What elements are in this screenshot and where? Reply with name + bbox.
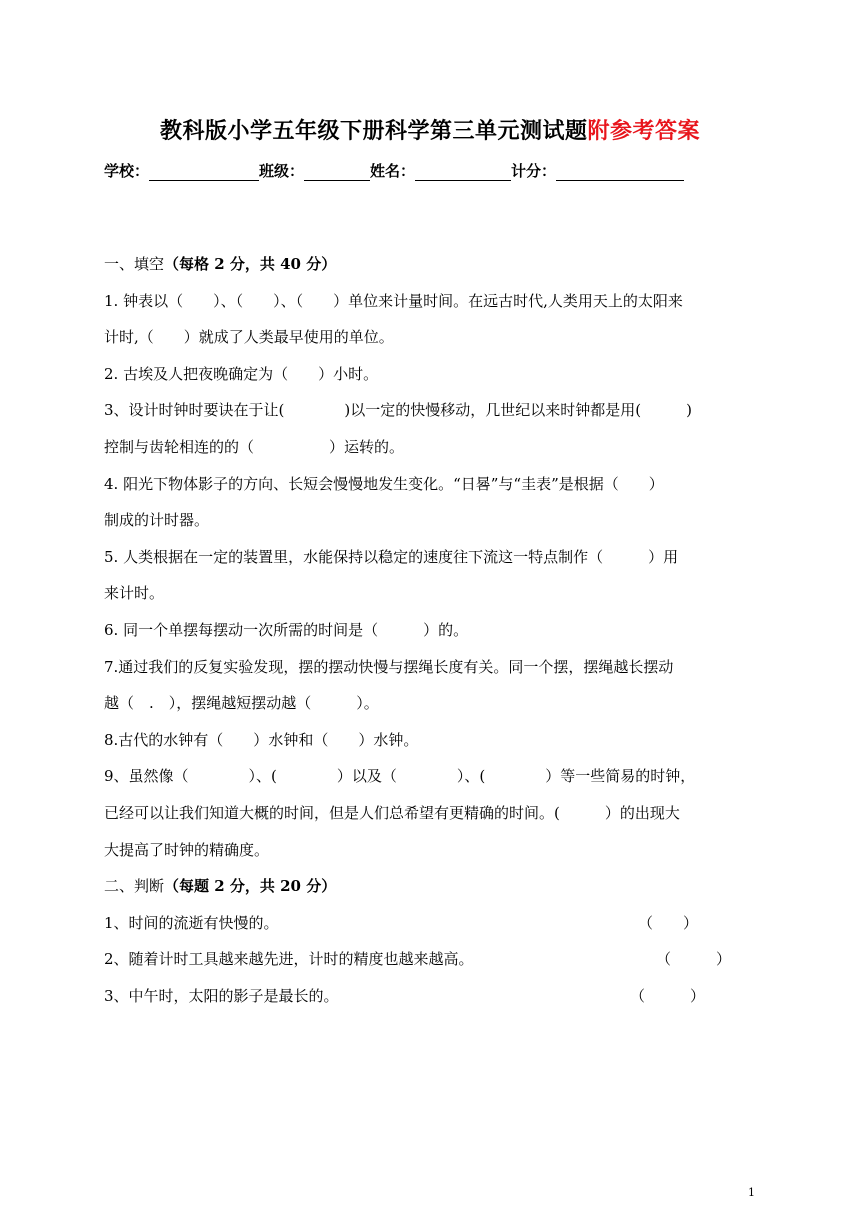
section2-note: （每题 2 分，共 20 分） [164,877,337,896]
question-line: 9、虽然像（ ）、( ）以及（ ）、( ）等一些简易的时钟， [104,767,696,786]
section1-heading: 一、填空 [104,255,165,273]
page-title [0,114,860,145]
judge-item [104,941,756,978]
judge-text: 2、随着计时工具越来越先进，计时的精度也越来越高。 [104,950,474,969]
school-label: 学校： [104,162,150,180]
question-line: 7.通过我们的反复实验发现，摆的摆动快慢与摆绳长度有关。同一个摆，摆绳越长摆动 [104,657,674,676]
name-label: 姓名： [370,162,416,180]
question-line: 计时,（ ）就成了人类最早使用的单位。 [104,328,394,347]
answer-paren[interactable]: （ ） [638,913,699,932]
judge-item [104,978,756,1015]
question-line: 3、设计时钟时要诀在于让( )以一定的快慢移动，几世纪以来时钟都是用( ) [104,401,692,420]
name-blank[interactable] [415,164,511,181]
student-info-row [104,160,684,181]
school-blank[interactable] [149,164,259,181]
question-line: 8.古代的水钟有（ ）水钟和（ ）水钟。 [104,730,419,749]
question-line: 2. 古埃及人把夜晚确定为（ ）小时。 [104,364,379,383]
question-line: 来计时。 [104,584,165,603]
section-heading-judge [104,868,756,905]
title-main: 教科版小学五年级下册科学第三单元测试题 [159,118,588,144]
page-number: 1 [748,1186,755,1199]
answer-paren[interactable]: （ ） [630,986,706,1005]
answer-paren[interactable]: （ ） [656,950,732,969]
exam-body [104,246,756,1014]
question-line: 1. 钟表以（ ）、（ ）、（ ）单位来计量时间。在远古时代,人类用天上的太阳来 [104,291,683,310]
section1-note: （每格 2 分，共 40 分） [164,255,337,273]
score-blank[interactable] [556,164,684,181]
question-line: 5. 人类根据在一定的装置里，水能保持以稳定的速度往下流这一特点制作（ ）用 [104,547,679,566]
judge-text: 3、中午时，太阳的影子是最长的。 [104,986,339,1005]
question-line: 大提高了时钟的精确度。 [104,840,270,859]
score-label: 计分： [511,162,557,180]
question-line: 越（ . ），摆绳越短摆动越（ ）。 [104,694,379,713]
judge-item [104,905,756,942]
question-line: 制成的计时器。 [104,511,210,530]
class-blank[interactable] [304,164,370,181]
section2-heading: 二、判断 [104,877,165,896]
title-accent: 附参考答案 [587,118,701,144]
question-line: 4. 阳光下物体影子的方向、长短会慢慢地发生变化。“日晷”与“圭表”是根据（ ） [104,474,664,493]
question-line: 已经可以让我们知道大概的时间，但是人们总希望有更精确的时间。( ）的出现大 [104,803,680,822]
class-label: 班级： [259,162,305,180]
question-line: 控制与齿轮相连的的（ ）运转的。 [104,437,405,456]
section-heading-fill-blank [104,246,756,283]
question-line: 6. 同一个单摆每摆动一次所需的时间是（ ）的。 [104,620,469,639]
judge-text: 1、时间的流逝有快慢的。 [104,913,279,932]
